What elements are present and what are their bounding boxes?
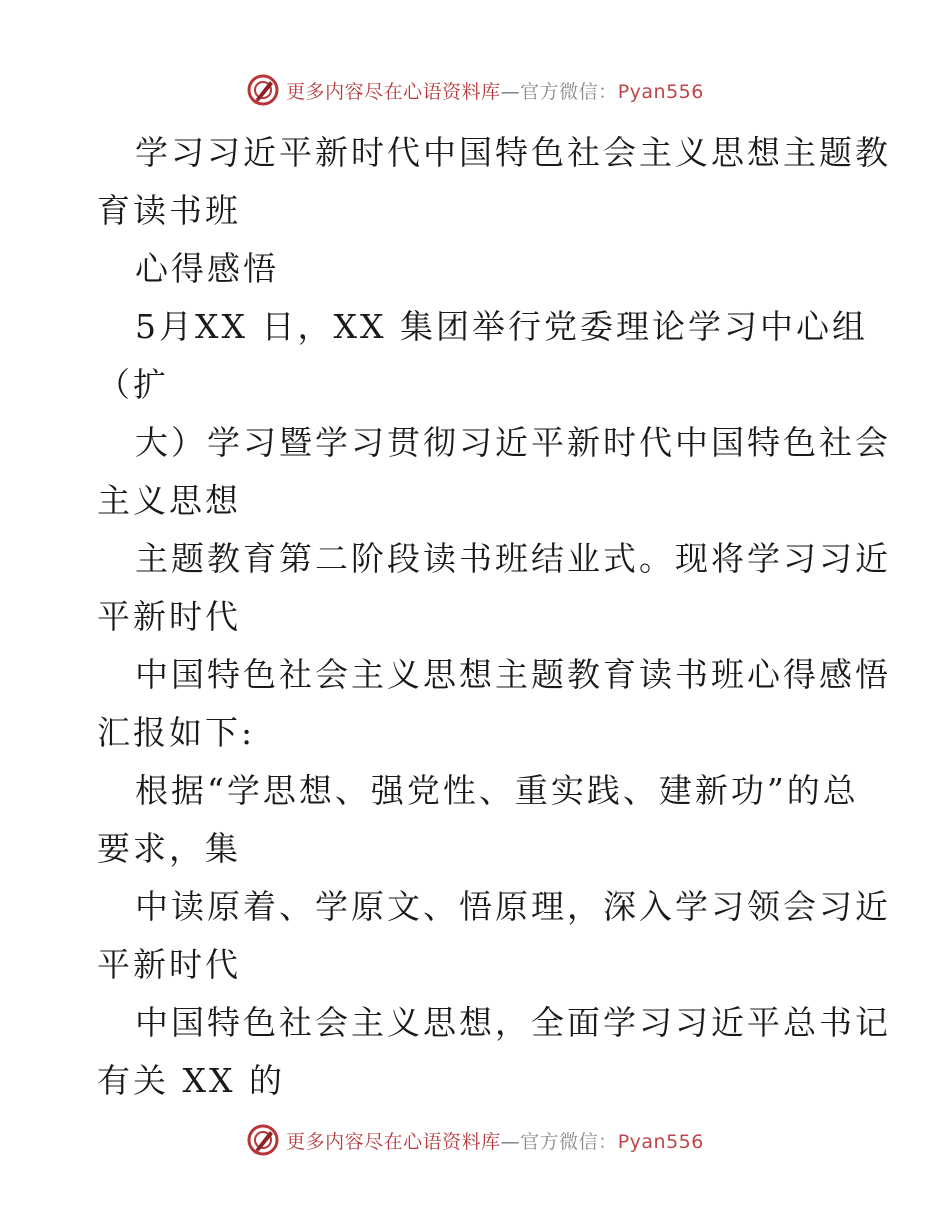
paragraph-line: 学习习近平新时代中国特色社会主义思想主题教 xyxy=(135,133,891,172)
paragraph-continuation: 育读书班 xyxy=(97,191,241,230)
header-watermark xyxy=(0,70,950,110)
watermark-text xyxy=(286,1127,704,1154)
paragraph xyxy=(97,994,891,1110)
pen-logo-icon xyxy=(246,1123,280,1157)
paragraph xyxy=(97,762,857,878)
paragraph-continuation: 平新时代 xyxy=(97,597,241,636)
watermark-site: 更多内容尽在心语资料库 xyxy=(286,80,501,103)
paragraph-continuation: 要求，集 xyxy=(97,829,241,868)
paragraph xyxy=(97,124,891,240)
paragraph-continuation: 平新时代 xyxy=(97,945,241,984)
paragraph xyxy=(97,240,857,298)
paragraph xyxy=(97,646,891,762)
paragraph-continuation: 有关 XX 的 xyxy=(97,1061,285,1100)
paragraph-continuation: （扩 xyxy=(97,365,169,404)
watermark-wechat-id: Pyan556 xyxy=(617,80,704,103)
paragraph-line: 大）学习暨学习贯彻习近平新时代中国特色社会 xyxy=(135,423,891,462)
paragraph-line: 5月XX 日，XX 集团举行党委理论学习中心组 xyxy=(135,307,868,346)
watermark-wechat-id: Pyan556 xyxy=(617,1130,704,1153)
watermark-site: 更多内容尽在心语资料库 xyxy=(286,1130,501,1153)
paragraph-line: 根据“学思想、强党性、重实践、建新功”的总 xyxy=(135,771,859,810)
paragraph-line: 主题教育第二阶段读书班结业式。现将学习习近 xyxy=(135,539,891,578)
watermark-text xyxy=(286,77,704,104)
paragraph-line: 中国特色社会主义思想主题教育读书班心得感悟 xyxy=(135,655,891,694)
paragraph xyxy=(97,298,868,414)
paragraph-line: 心得感悟 xyxy=(135,249,279,288)
paragraph xyxy=(97,878,891,994)
paragraph-line: 中国特色社会主义思想，全面学习习近平总书记 xyxy=(135,1003,891,1042)
paragraph xyxy=(97,530,891,646)
watermark-separator: — xyxy=(500,80,521,103)
paragraph-continuation: 汇报如下: xyxy=(97,713,256,752)
paragraph xyxy=(97,414,891,530)
watermark-wechat-label: 官方微信： xyxy=(520,80,618,103)
footer-watermark xyxy=(0,1120,950,1160)
pen-logo-icon xyxy=(246,73,280,107)
paragraph-line: 中读原着、学原文、悟原理，深入学习领会习近 xyxy=(135,887,891,926)
paragraph-continuation: 主义思想 xyxy=(97,481,241,520)
watermark-wechat-label: 官方微信： xyxy=(520,1130,618,1153)
document-body xyxy=(97,124,891,1110)
watermark-separator: — xyxy=(500,1130,521,1153)
